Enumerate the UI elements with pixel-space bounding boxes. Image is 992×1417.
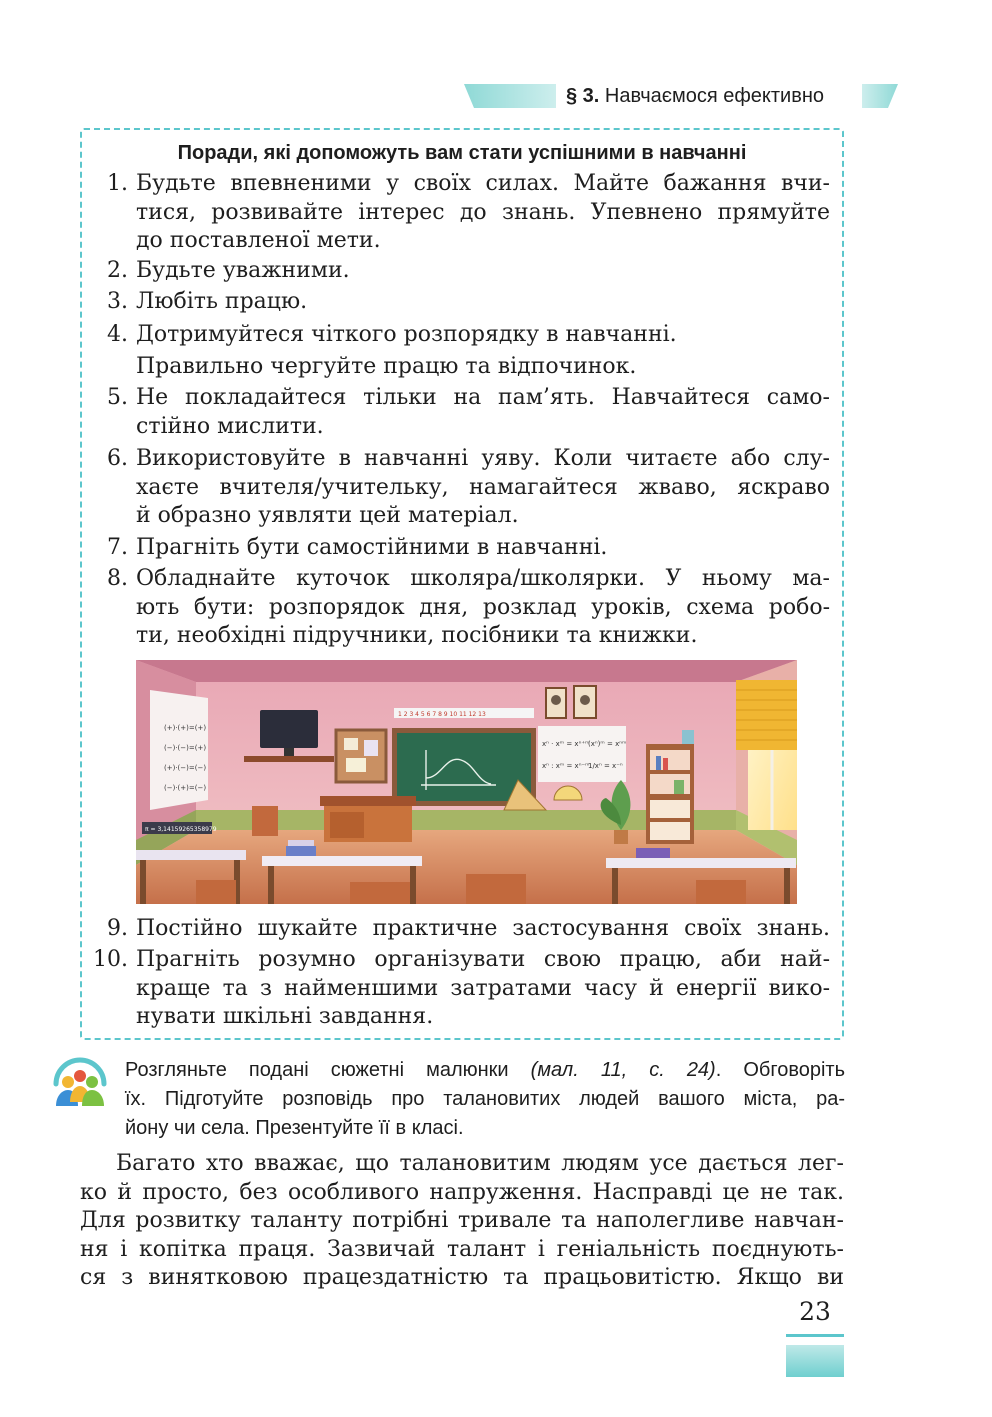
tip-number: 10.: [93, 947, 128, 972]
tip-line: Дотримуйтеся чіткого розпорядку в навчанні.: [136, 322, 677, 347]
tip-number: 2.: [107, 258, 128, 283]
tip-number: 5.: [107, 385, 128, 410]
tip-line: Будьте впевненими у своїх силах. Майте бажання вчи-: [136, 171, 830, 196]
tip-line: нувати шкільні завдання.: [136, 1004, 434, 1029]
tip-line: й образно уявляти цей матеріал.: [136, 503, 519, 528]
tip-line: Використовуйте в навчанні уяву. Коли читаєте або слу-: [136, 446, 830, 471]
paragraph-line: ня і копітка праця. Зазвичай талант і геніальність поєднують-: [80, 1236, 844, 1262]
pi-label: π = 3,14159265358979: [145, 826, 217, 833]
body-paragraph: [80, 1150, 844, 1293]
page-decor-bar: [786, 1345, 844, 1377]
activity-text: йону чи села. Презентуйте її в класі.: [125, 1117, 464, 1139]
tip-line: хаєте вчителя/учительку, намагайтеся жваво, яскраво: [136, 474, 830, 500]
tip-line: Прагніть розумно організувати свою працю, аби най-: [136, 947, 830, 972]
tip-line: ють бути: розпорядок дня, розклад уроків, схема робо-: [136, 594, 830, 620]
page-number: 23: [799, 1297, 831, 1326]
tip-number: 6.: [107, 446, 128, 471]
tip-number: 1.: [107, 171, 128, 196]
poster-rule: (−)·(−)=(+): [164, 744, 207, 752]
classroom-illustration: [136, 660, 797, 904]
tip-line: краще та з найменшими затратами часу й енергії вико-: [136, 975, 830, 1001]
section-mark: § 3.: [566, 85, 600, 107]
board-formula: (xⁿ)ᵐ = xⁿᵐ: [588, 740, 627, 748]
tip-number: 8.: [107, 566, 128, 591]
running-header: [464, 82, 900, 110]
poster-rule: (+)·(+)=(+): [164, 724, 207, 732]
tip-line: тися, розвивайте інтерес до знань. Упевнено прямуйте: [136, 199, 830, 225]
section-title: Навчаємося ефективно: [604, 85, 825, 107]
page-number-rule: [786, 1334, 844, 1337]
number-strip: 1 2 3 4 5 6 7 8 9 10 11 12 13: [398, 711, 486, 718]
poster-rule: (+)·(−)=(−): [164, 764, 207, 772]
tip-line: Прагніть бути самостійними в навчанні.: [136, 535, 608, 560]
tip-number: 7.: [107, 535, 128, 560]
tip-line: Обладнайте куточок школяра/школярки. У ньому ма-: [136, 566, 830, 591]
paragraph-line: ко й просто, без особливого напруження. Насправді це не так.: [80, 1179, 844, 1205]
tip-number: 9.: [107, 916, 128, 941]
board-formula: xⁿ : xᵐ = xⁿ⁻ᵐ: [542, 762, 590, 770]
tip-line: Постійно шукайте практичне застосування своїх знань.: [136, 916, 830, 941]
board-formula: xⁿ · xᵐ = xⁿ⁺ᵐ: [542, 740, 590, 748]
tip-line: Любіть працю.: [136, 289, 308, 314]
activity-text: . Обговоріть: [715, 1059, 845, 1081]
poster-rule: (−)·(+)=(−): [164, 784, 207, 792]
header-decor-right: [862, 84, 898, 108]
tip-line: до поставленої мети.: [136, 228, 381, 253]
classroom-image: [136, 660, 797, 904]
tip-line: ти, необхідні підручники, посібники та книжки.: [136, 623, 698, 648]
group-work-icon: [48, 1050, 112, 1114]
tips-box: [80, 128, 844, 1040]
tip-number: 3.: [107, 289, 128, 314]
tip-line: Правильно чергуйте працю та відпочинок.: [136, 353, 637, 379]
section-heading: [566, 84, 824, 108]
board-formula: 1/xⁿ = x⁻ⁿ: [588, 762, 623, 770]
tip-line: Будьте уважними.: [136, 258, 350, 283]
activity-text: Розгляньте подані сюжетні малюнки: [125, 1059, 531, 1081]
tip-number: 4.: [107, 322, 128, 347]
paragraph-line: Багато хто вважає, що талановитим людям усе дається лег-: [116, 1151, 844, 1176]
tip-line: Не покладайтеся тільки на пам’ять. Навчайтеся само-: [136, 385, 830, 410]
activity-text: їх. Підготуйте розповідь про талановитих людей вашого міста, ра-: [125, 1088, 845, 1110]
paragraph-line: Для розвитку таланту потрібні тривале та наполегливе навчан-: [80, 1208, 844, 1233]
tips-title: Поради, які допоможуть вам стати успішними в навчанні: [177, 142, 747, 164]
header-decor-left: [464, 84, 556, 108]
figure-reference: (мал. 11, с. 24): [530, 1059, 716, 1081]
paragraph-line: ся з винятковою працездатністю та працьовитістю. Якщо ви: [80, 1265, 844, 1290]
tip-line: стійно мислити.: [136, 413, 324, 439]
activity-instruction: [125, 1056, 845, 1143]
